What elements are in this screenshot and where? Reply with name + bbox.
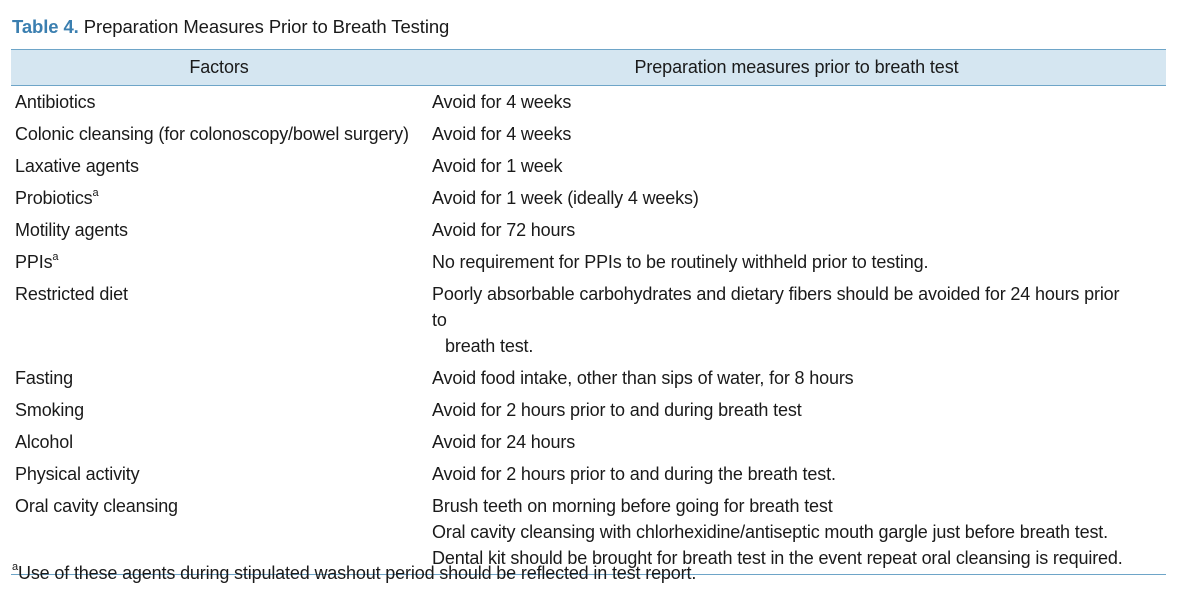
measure-text: Avoid for 4 weeks bbox=[432, 124, 572, 144]
factor-cell bbox=[11, 182, 427, 214]
table-row bbox=[11, 394, 1166, 426]
factor-label: PPIs bbox=[15, 252, 53, 272]
table-row bbox=[11, 214, 1166, 246]
factor-label: Colonic cleansing (for colonoscopy/bowel surgery) bbox=[15, 124, 409, 144]
table-number: Table 4. bbox=[12, 16, 79, 37]
footnote-ref: a bbox=[52, 251, 59, 263]
factor-cell bbox=[11, 246, 427, 278]
table-row bbox=[11, 278, 1166, 362]
measure-cell bbox=[427, 246, 1166, 278]
factor-label: Physical activity bbox=[15, 464, 140, 484]
measure-text: Avoid for 24 hours bbox=[432, 432, 576, 452]
factor-cell bbox=[11, 150, 427, 182]
factor-cell bbox=[11, 118, 427, 150]
measure-text: No requirement for PPIs to be routinely withheld prior to testing. bbox=[432, 252, 929, 272]
measure-text: Dental kit should be brought for breath test in the event repeat oral cleansing is required. bbox=[432, 548, 1123, 568]
factor-label: Fasting bbox=[15, 368, 73, 388]
factor-label: Laxative agents bbox=[15, 156, 139, 176]
factor-label: Oral cavity cleansing bbox=[15, 496, 178, 516]
measure-cell bbox=[427, 86, 1166, 119]
factor-label: Alcohol bbox=[15, 432, 73, 452]
factor-cell bbox=[11, 426, 427, 458]
measure-text: Oral cavity cleansing with chlorhexidine/antiseptic mouth gargle just before breath test. bbox=[432, 522, 1109, 542]
factor-cell bbox=[11, 394, 427, 426]
table-title: Preparation Measures Prior to Breath Testing bbox=[83, 16, 450, 37]
measure-cell bbox=[427, 362, 1166, 394]
factor-cell bbox=[11, 86, 427, 119]
measure-cell bbox=[427, 118, 1166, 150]
measure-cell bbox=[427, 278, 1166, 362]
table-row bbox=[11, 426, 1166, 458]
factor-label: Motility agents bbox=[15, 220, 128, 240]
header-factors: Factors bbox=[11, 50, 427, 86]
factor-cell bbox=[11, 214, 427, 246]
measure-text: Avoid for 72 hours bbox=[432, 220, 576, 240]
measure-cell bbox=[427, 150, 1166, 182]
measure-cell bbox=[427, 426, 1166, 458]
measure-text: Avoid food intake, other than sips of water, for 8 hours bbox=[432, 368, 854, 388]
footnote-ref: a bbox=[92, 187, 99, 199]
table-header-row bbox=[11, 50, 1166, 86]
table-body bbox=[11, 86, 1166, 575]
table-row bbox=[11, 246, 1166, 278]
table-footnote bbox=[12, 560, 696, 586]
measure-text: Avoid for 1 week (ideally 4 weeks) bbox=[432, 188, 699, 208]
table-row bbox=[11, 118, 1166, 150]
table-caption bbox=[12, 14, 449, 40]
factor-label: Antibiotics bbox=[15, 92, 96, 112]
table-row bbox=[11, 86, 1166, 119]
table-row bbox=[11, 150, 1166, 182]
measure-text: breath test. bbox=[445, 336, 534, 356]
measure-cell bbox=[427, 214, 1166, 246]
measure-text: Avoid for 1 week bbox=[432, 156, 563, 176]
measure-text: Poorly absorbable carbohydrates and dietary fibers should be avoided for 24 hours prior to bbox=[432, 284, 1120, 330]
measure-text: Brush teeth on morning before going for breath test bbox=[432, 496, 833, 516]
measure-text: Avoid for 2 hours prior to and during the breath test. bbox=[432, 464, 836, 484]
preparation-table bbox=[11, 49, 1166, 575]
factor-cell bbox=[11, 278, 427, 362]
factor-label: Probiotics bbox=[15, 188, 93, 208]
measure-cell bbox=[427, 182, 1166, 214]
table-row bbox=[11, 458, 1166, 490]
table-row bbox=[11, 182, 1166, 214]
factor-label: Smoking bbox=[15, 400, 84, 420]
factor-cell bbox=[11, 458, 427, 490]
measure-text: Avoid for 2 hours prior to and during breath test bbox=[432, 400, 802, 420]
table-row bbox=[11, 362, 1166, 394]
footnote-text: Use of these agents during stipulated washout period should be reflected in test report. bbox=[17, 563, 697, 583]
measure-cell bbox=[427, 394, 1166, 426]
factor-cell bbox=[11, 362, 427, 394]
measure-cell bbox=[427, 458, 1166, 490]
footnote-marker: a bbox=[12, 561, 18, 573]
header-preparation-measures: Preparation measures prior to breath test bbox=[427, 50, 1166, 86]
measure-text: Avoid for 4 weeks bbox=[432, 92, 572, 112]
factor-label: Restricted diet bbox=[15, 284, 128, 304]
